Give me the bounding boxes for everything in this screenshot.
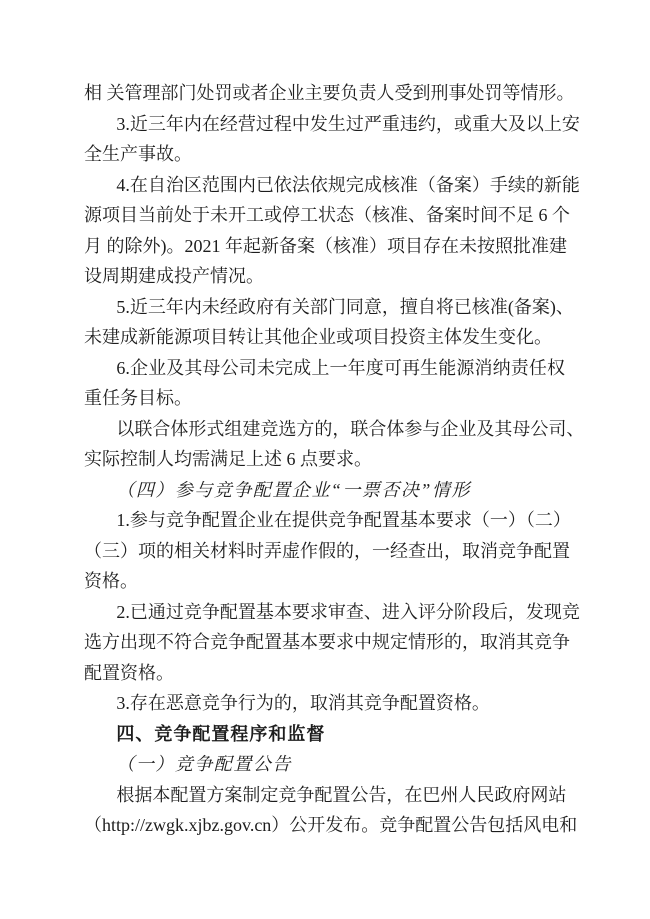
text-line: 选方出现不符合竞争配置基本要求中规定情形的，取消其竞争 (84, 632, 570, 652)
text-line: （http://zwgk.xjbz.gov.cn）公开发布。竞争配置公告包括风电和 (84, 815, 578, 835)
text-line: 5.近三年内未经政府有关部门同意，擅自将已核准(备案)、 (116, 296, 574, 317)
text-line: 四、竞争配置程序和监督 (116, 723, 326, 744)
text-line: 3.近三年内在经营过程中发生过严重违约，或重大及以上安 (116, 113, 580, 134)
text-line: 设周期建成投产情况。 (84, 266, 264, 286)
text-line: 未建成新能源项目转让其他企业或项目投资主体发生变化。 (84, 327, 552, 347)
text-line: 源项目当前处于未开工或停工状态（核准、备案时间不足 6 个 (84, 205, 570, 225)
text-line: 3.存在恶意竞争行为的，取消其竞争配置资格。 (116, 693, 490, 713)
text-line: 配置资格。 (84, 662, 174, 683)
text-line: （三）项的相关材料时弄虚作假的，一经查出，取消竞争配置 (84, 540, 570, 561)
text-line: 6.企业及其母公司未完成上一年度可再生能源消纳责任权 (116, 357, 565, 378)
text-line: 根据本配置方案制定竞争配置公告，在巴州人民政府网站 (116, 784, 567, 805)
text-line: 相 关管理部门处罚或者企业主要负责人受到刑事处罚等情形。 (84, 83, 575, 103)
text-line: 以联合体形式组建竞选方的，联合体参与企业及其母公司、 (116, 418, 585, 439)
text-line: （四）参与竞争配置企业“一票否决”情形 (116, 479, 471, 500)
text-block (84, 78, 585, 841)
text-line: 重任务目标。 (84, 388, 192, 408)
text-line: （一）竞争配置公告 (116, 754, 292, 774)
text-line: 月 的除外)。2021 年起新备案（核准）项目存在未按照批准建 (84, 235, 567, 256)
text-line: 实际控制人均需满足上述 6 点要求。 (84, 449, 372, 469)
text-line: 资格。 (84, 571, 138, 591)
text-line: 2.已通过竞争配置基本要求审查、进入评分阶段后，发现竞 (116, 601, 580, 622)
text-line: 全生产事故。 (84, 144, 192, 164)
text-line: 4.在自治区范围内已依法依规完成核准（备案）手续的新能 (116, 174, 580, 195)
text-line: 1.参与竞争配置企业在提供竞争配置基本要求（一）（二） (116, 510, 571, 530)
